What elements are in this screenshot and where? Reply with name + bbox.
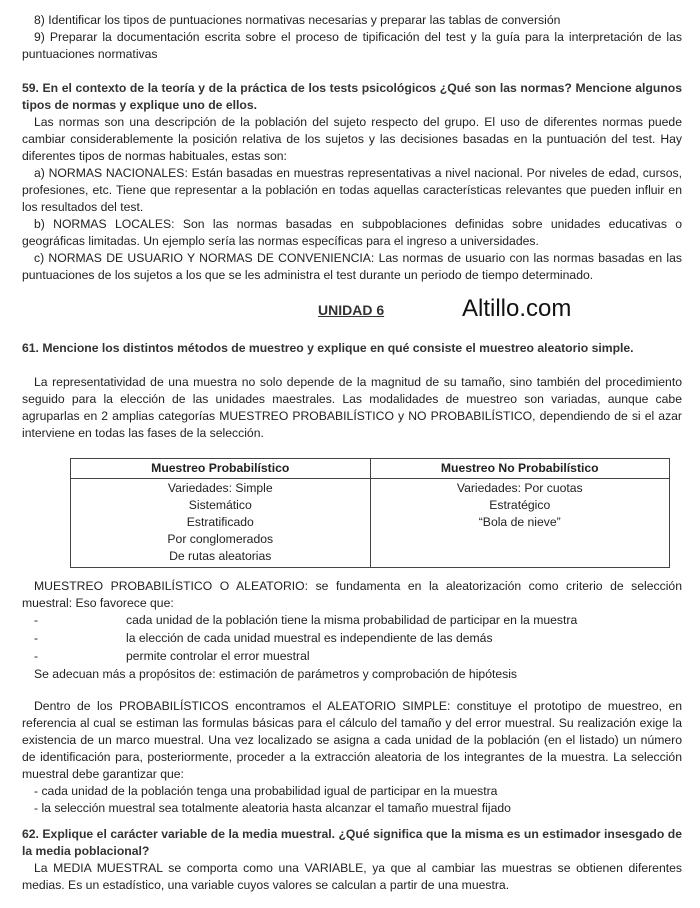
question-62-title: 62. Explique el carácter variable de la media muestral. ¿Qué significa que la misma es un estimador insesgado de la media poblacional?	[22, 827, 682, 858]
simple-random-section	[22, 698, 682, 817]
list-item-text: cada unidad de la población tiene la misma probabilidad de participar en la muestra	[126, 613, 578, 627]
paragraph: La MEDIA MUESTRAL se comporta como una VARIABLE, ya que al cambiar las muestras se obtienen diferentes medias. Es un estadístico, una variable cuyos valores se calculan a partir de una muestra.	[22, 861, 682, 892]
table-cell-line: Variedades: Por cuotas	[456, 481, 583, 495]
paragraph: Dentro de los PROBABILÍSTICOS encontramos el ALEATORIO SIMPLE: constituye el prototipo de muestreo, en referencia al cual se estiman las formulas básicas para el cálculo del tamaño y del error muestral. Su realización exige la existencia de un marco muestral. Una vez localizado se asigna a cada unidad de la población (en el listado) un número de identificación para, posteriormente, proceder a la extracción aleatoria de los integrantes de la muestra. La selección muestral debe garantizar que:	[22, 699, 682, 781]
paragraph: a) NORMAS NACIONALES: Están basadas en muestras representativas a nivel nacional. Por niveles de edad, cursos, profesiones, etc. Tiene que representar a la población en todas aquellas características relevantes que pueden influir en los resultados del test.	[22, 166, 682, 214]
probabilistic-section	[22, 578, 682, 683]
unit-heading: UNIDAD 6	[318, 302, 385, 318]
question-62-section	[22, 826, 682, 894]
intro-list	[22, 12, 682, 63]
list-item-text: permite controlar el error muestral	[126, 649, 310, 663]
paragraph: c) NORMAS DE USUARIO Y NORMAS DE CONVENIENCIA: Las normas de usuario con las normas basadas en las puntuaciones de los sujetos a los que se les administra el test durante un periodo de tiempo determinado.	[22, 251, 682, 282]
list-item-text: la elección de cada unidad muestral es independiente de las demás	[126, 631, 493, 645]
paragraph: La representatividad de una muestra no solo depende de la magnitud de su tamaño, sino también del procedimiento seguido para la elección de las unidades maestrales. Las modalidades de muestreo son variadas, aunque cabe agruparlas en 2 amplias categorías MUESTREO PROBABILÍSTICO y NO PROBABILÍSTICO, dependiendo de si el azar interviene en todas las fases de la selección.	[22, 375, 682, 440]
watermark-text: Altillo.com	[462, 295, 572, 322]
question-59-section	[22, 80, 682, 284]
list-item	[22, 612, 682, 630]
list-item: - cada unidad de la población tenga una probabilidad igual de participar en la muestra	[34, 784, 498, 798]
table-cell-line: De rutas aleatorias	[169, 549, 272, 563]
list-item	[22, 630, 682, 648]
table-cell-line: Estratificado	[186, 515, 254, 529]
table-header-non-probabilistic: Muestreo No Probabilístico	[370, 459, 670, 479]
dash-marker: -	[34, 613, 39, 627]
question-61-title-block	[22, 340, 682, 357]
table-cell-line: Variedades: Simple	[167, 481, 273, 495]
probabilistic-cell	[71, 479, 371, 568]
dash-marker: -	[34, 631, 39, 645]
list-item	[22, 648, 682, 666]
question-61-title: 61. Mencione los distintos métodos de muestreo y explique en qué consiste el muestreo aleatorio simple.	[22, 341, 634, 355]
table-cell-line: Por conglomerados	[167, 532, 274, 546]
sampling-methods-table	[70, 458, 670, 568]
paragraph: Se adecuan más a propósitos de: estimación de parámetros y comprobación de hipótesis	[34, 667, 518, 681]
question-61-intro-block	[22, 374, 682, 442]
table-cell-line: Sistemático	[188, 498, 252, 512]
paragraph: Las normas son una descripción de la población del sujeto respecto del grupo. El uso de diferentes normas puede cambiar considerablemente la posición relativa de los sujetos y las decisiones basadas en la puntuación del test. Hay diferentes tipos de normas habituales, estas son:	[22, 115, 682, 163]
paragraph: b) NORMAS LOCALES: Son las normas basadas en subpoblaciones definidas sobre unidades educativas o geográficas limitadas. Un ejemplo sería las normas específicas para el ingreso a universidades.	[22, 217, 682, 248]
paragraph: MUESTREO PROBABILÍSTICO O ALEATORIO: se fundamenta en la aleatorización como criterio de selección muestral: Eso favorece que:	[22, 579, 682, 610]
list-item: 9) Preparar la documentación escrita sobre el proceso de tipificación del test y la guía para la interpretación de las puntuaciones normativas	[22, 30, 682, 61]
non-probabilistic-cell	[370, 479, 670, 568]
table-cell-line: “Bola de nieve”	[478, 515, 561, 529]
table-header-probabilistic: Muestreo Probabilístico	[71, 459, 371, 479]
table-cell-line: Estratégico	[489, 498, 551, 512]
list-item: 8) Identificar los tipos de puntuaciones normativas necesarias y preparar las tablas de conversión	[34, 13, 561, 27]
question-59-title: 59. En el contexto de la teoría y de la práctica de los tests psicológicos ¿Qué son las normas? Mencione algunos tipos de normas y explique uno de ellos.	[22, 81, 682, 112]
dash-marker: -	[34, 649, 39, 663]
list-item: - la selección muestral sea totalmente aleatoria hasta alcanzar el tamaño muestral fijado	[34, 801, 511, 815]
